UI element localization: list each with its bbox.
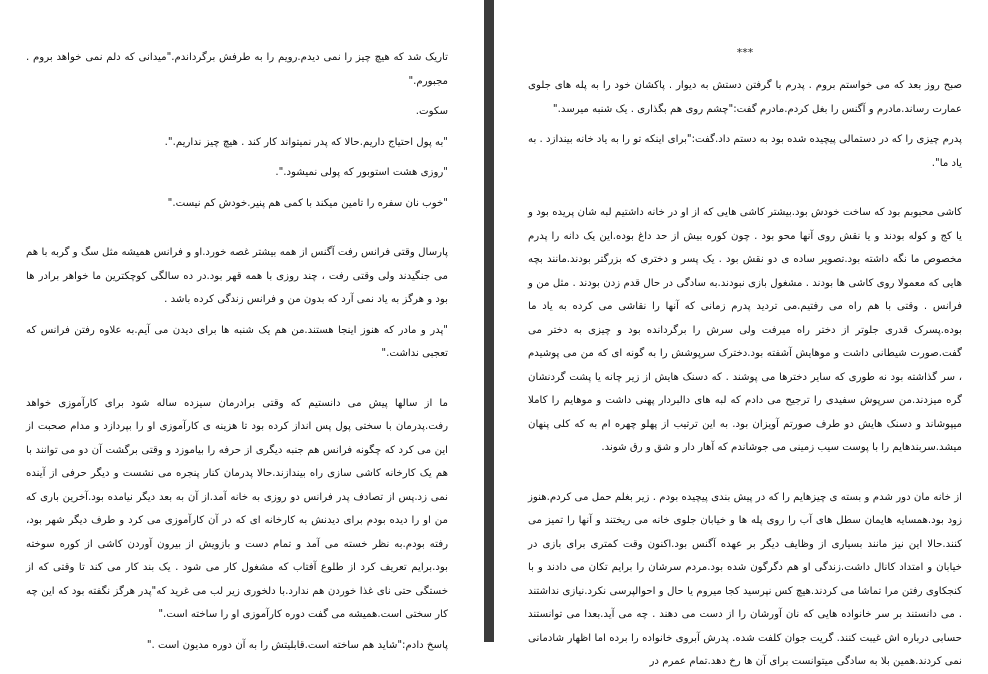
paragraph: پدرم چیزی را که در دستمالی پیچیده شده بود به دستم داد.گفت:"برای اینکه تو را به یاد خانه بیندازد . به یاد ما". [528, 134, 962, 169]
paragraph: تاریک شد که هیچ چیز را نمی دیدم.رویم را به طرفش برگرداندم."میدانی که دلم نمی خواهد بروم . مجبورم." [26, 52, 448, 87]
paragraph: کاشی محبوبم بود که ساخت خودش بود.بیشتر کاشی هایی که از او در خانه داشتیم لبه شان پریده بود و یا کج و کوله بودند و یا نقش روی آنها محو بود . چون کوره بیش از حد داغ بوده.این یک دانه را پدرم مخصوص ما نگه داشته بود.تصویر ساده ی دو نقش بود . یک پسر و دختری که بزرگتر بودند.مانند بچه هایی که معمولا روی کاشی ها بودند . مشغول بازی نبودند.به سادگی در حال قدم زدن بودند . مثل من و فرانس . وقتی با هم راه می رفتیم.می تردید پدرم زمانی که آنها را نقاشی می کرده به یاد ما بوده.پسرک قدری جلوتر از دختر راه میرفت ولی سرش را برگردانده بود و چیزی به دختر می گفت.صورت شیطانی داشت و موهایش آشفته بود.دخترک سرپوشش را به گونه ای که من می پوشیدم ، سر گذاشته بود نه طوری که سایر دخترها می پوشند . که دسنک هایش از زیر چانه یا پشت گردنشان گره میزدند.من سرپوش سفیدی را ترجیح می دادم که لبه های دالبردار پهنی داشت و موهایم را کاملا میپوشاند و دسنک هایش دو طرف صورتم آویزان بود. به این ترتیب از پهلو چهره ام به که کلی پنهان میشد.سربندهایم را با پوست سیب زمینی می جوشاندم که آهار دار و شق و رق شوند. [528, 207, 962, 453]
page-gutter [484, 0, 494, 642]
paragraph: از خانه مان دور شدم و بسته ی چیزهایم را که در پیش بندی پیچیده بودم . زیر بغلم حمل می کردم.هنوز زود بود.همسایه هایمان سطل های آب را روی پله ها و خیابان جلوی خانه می ریختند و آنها را تمیز می کنند.حالا این نیز مانند بسیاری از وظایف دیگر بر عهده آگنس بود.اکنون وقت کمتری برای بازی در خیابان و امتداد کانال داشت.زندگی او هم دگرگون شده بود.مردم سرشان را برایم تکان می دادند و با کنجکاوی رفتن مرا تماشا می کردند.هیچ کس نپرسید کجا میروم یا حال و احوالپرسی نکرد.نیازی نداشتند . می دانستند بر سر خانواده هایی که نان آورشان را از دست می دهند . چه می آید.بعدا می توانستند حسابی درباره اش غیبت کنند. گریت جوان کلفت شده. پدرش آبروی خانواده را برده اما اظهار شادمانی نمی کردند.همین بلا به سادگی میتوانست برای آن ها رخ دهد.تمام عمرم در [528, 491, 962, 667]
left-page-text [26, 46, 448, 657]
right-page-text [528, 74, 962, 674]
paragraph: "روزی هشت استوبور که پولی نمیشود.". [275, 167, 448, 178]
paragraph: "پدر و مادر که هنوز اینجا هستند.من هم یک شنبه ها برای دیدن می آیم.به علاوه رفتن فرانس که تعجبی نداشت." [26, 324, 448, 359]
left-page [0, 0, 484, 651]
paragraph: سکوت. [415, 106, 448, 117]
paragraph: صبح روز بعد که می خواستم بروم . پدرم با گرفتن دستش به دیوار . پاکشان خود را به پله های جلوی عمارت رساند.مادرم و آگنس را بغل کردم.مادرم گفت:"چشم روی هم بگذاری . یک شنبه میرسد." [528, 80, 962, 115]
paragraph: "خوب نان سفره را تامین میکند با کمی هم پنیر.خودش کم نیست." [167, 197, 448, 209]
right-page [494, 0, 988, 667]
paragraph: ما از سالها پیش می دانستیم که وقتی برادرمان سیزده ساله شود برای کارآموزی خواهد رفت.پدرمان با سختی پول پس انداز کرده بود تا هزینه ی کارآموزی او را بپردازد و مدام صحبت از این می کرد که چگونه فرانس هم جنبه دیگری از حرفه را بیاموزد و وقتی برگشت آن دو می توانند با هم یک کارخانه کاشی سازی راه بیندازند.حالا پدرمان کنار پنجره می نشست و دیگر حرفی از آینده نمی زد.پس از تصادف پدر فرانس دو روزی به خانه آمد.از آن به بعد دیگر نیامده بود.آخرین باری که من او را دیده بودم برای دیدنش به کارخانه ای که در آن کارآموزی می کرد و طرف دیگر شهر بود، رفته بودم.به نظر خسته می آمد و تمام دست و بازویش از بیرون آوردن کاشی از کوره سوخته بود.برایم تعریف کرد از طلوع آفتاب که مشغول کار می شود . یک بند کار می کند تا وقتی که از خستگی حتی نای غذا خوردن هم ندارد.با دلخوری زیر لب می غرید که"پدر هرگز نگفته بود که این چه کار سختی است.همیشه می گفت دوره کارآموزی او را ساخته است." [26, 397, 448, 620]
paragraph: "به پول احتیاج داریم.حالا که پدر نمیتواند کار کند . هیچ چیز نداریم.". [164, 136, 448, 148]
paragraph: پارسال وقتی فرانس رفت آگنس از همه بیشتر غصه خورد.او و فرانس همیشه مثل سگ و گربه با هم می جنگیدند ولی وقتی رفت ، چند روزی با همه قهر بود.در ده سالگی کوچکترین ما خواهر برادر ها بود و هرگز به یاد نمی آرد که بدون من و فرانس زندگی کرده باشد . [26, 247, 448, 305]
paragraph: پاسخ دادم:"شاید هم ساخته است.قابلیتش را به آن دوره مدیون است ." [146, 639, 448, 651]
section-separator: *** [736, 46, 754, 59]
